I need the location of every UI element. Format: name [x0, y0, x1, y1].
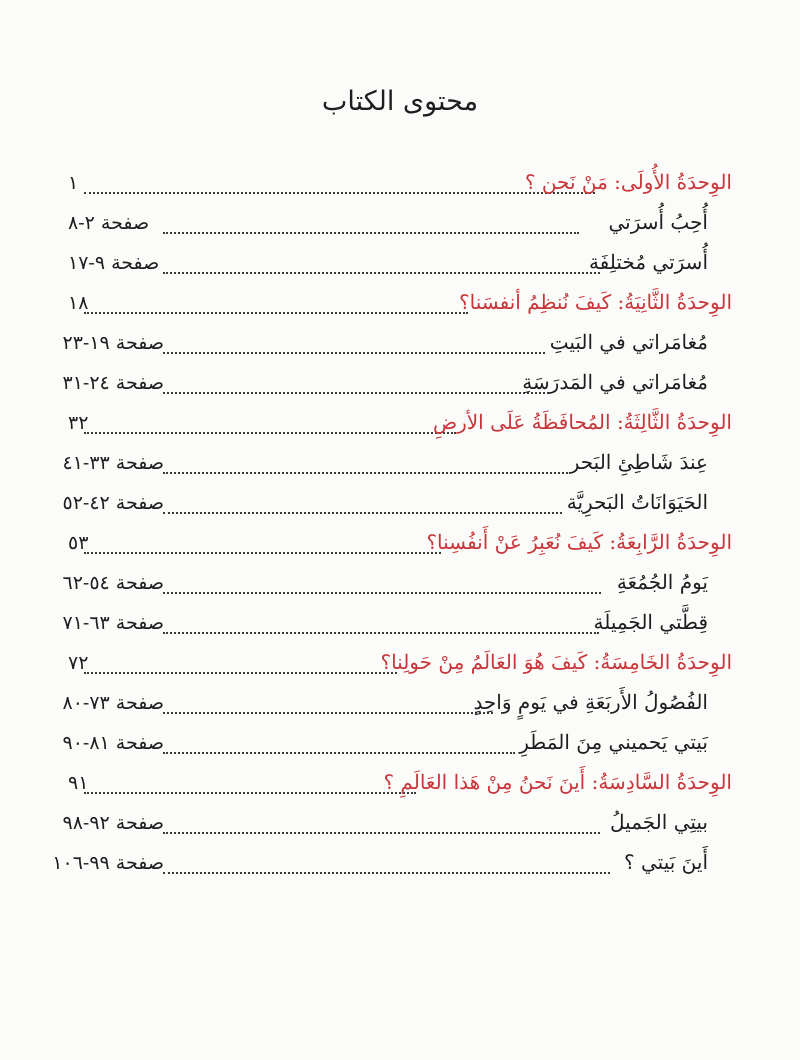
toc-lesson-title: أَينَ بَيتي ؟ [624, 850, 708, 874]
toc-unit-row [0, 168, 800, 208]
dot-leader [163, 472, 568, 474]
toc-lesson-title: أُسرَتي مُختلِفَة [588, 250, 708, 274]
toc-unit-row [0, 288, 800, 328]
toc-page-number: صفحة ٩٩-١٠٦ [52, 852, 164, 874]
toc-page-number: ٩١ [68, 772, 89, 794]
dot-leader [84, 192, 595, 194]
toc-page-number: ٥٣ [68, 532, 89, 554]
toc-lesson-title: الفُصُولُ الأَربَعَةِ في يَومٍ وَاحِدٍ [473, 690, 708, 714]
toc-unit-title: الوِحدَةُ الخَامِسَةُ: كَيفَ هُوَ العَالَمُ مِنْ حَولِنا؟ [380, 650, 732, 674]
toc-page-number: صفحة ١٩-٢٣ [62, 332, 164, 354]
toc-unit-title: الوِحدَةُ السَّادِسَةُ: أَينَ نَحنُ مِنْ هَذا العَالَمِ ؟ [383, 770, 732, 794]
toc-lesson-title: عِندَ شَاطِئِ البَحر [569, 450, 708, 474]
toc-page-number: ٧٢ [68, 652, 89, 674]
toc-unit-title: الوِحدَةُ الثَّالِثَةُ: المُحافَظَةُ عَلَى الأرضِ [432, 410, 732, 434]
toc-lesson-title: بيتِي الجَميلُ [610, 810, 708, 834]
toc-lesson-row [0, 208, 800, 248]
page-title: محتوى الكتاب [321, 86, 479, 117]
toc-page-number: ٣٢ [68, 412, 89, 434]
dot-leader [163, 512, 562, 514]
toc-page-number: صفحة ٤٢-٥٢ [62, 492, 164, 514]
toc-lesson-row [0, 448, 800, 488]
dot-leader [163, 872, 610, 874]
dot-leader [163, 592, 601, 594]
toc-unit-row [0, 648, 800, 688]
dot-leader [163, 352, 545, 354]
dot-leader [163, 272, 600, 274]
toc-lesson-title: مُغامَراتي في المَدرَسَةِ [522, 370, 708, 394]
dot-leader [163, 232, 579, 234]
dot-leader [163, 392, 549, 394]
toc-page-number: صفحة ٩-١٧ [68, 252, 160, 274]
dot-leader [84, 312, 468, 314]
dot-leader [163, 712, 493, 714]
toc-page-number: ١ [68, 172, 79, 194]
toc-page-number: ١٨ [68, 292, 89, 314]
toc-page-number: صفحة ٣٣-٤١ [62, 452, 164, 474]
toc-page-number: صفحة ٢-٨ [68, 212, 150, 234]
toc-lesson-row [0, 808, 800, 848]
toc-lesson-row [0, 568, 800, 608]
dot-leader [84, 792, 416, 794]
table-of-contents [0, 168, 800, 888]
dot-leader [84, 552, 441, 554]
toc-lesson-row [0, 608, 800, 648]
toc-lesson-row [0, 328, 800, 368]
toc-unit-title: الوِحدَةُ الأُولَى: مَنْ نَحن ؟ [524, 170, 732, 194]
toc-unit-row [0, 768, 800, 808]
toc-lesson-row [0, 728, 800, 768]
toc-lesson-title: مُغامَراتي في البَيتِ [549, 330, 708, 354]
toc-lesson-title: يَومُ الجُمُعَةِ [616, 570, 708, 594]
toc-lesson-title: قِطَّتي الجَمِيلَة [593, 610, 708, 634]
dot-leader [84, 432, 456, 434]
toc-lesson-row [0, 248, 800, 288]
toc-lesson-title: بَيتي يَحميني مِنَ المَطَرِ [519, 730, 708, 754]
toc-page-number: صفحة ٥٤-٦٢ [62, 572, 164, 594]
toc-page-number: صفحة ٨١-٩٠ [62, 732, 164, 754]
toc-unit-title: الوِحدَةُ الرَّابِعَةُ: كَيفَ نُعَبِرُ عَنْ أَنفُسِنا؟ [426, 530, 732, 554]
toc-lesson-title: أُحِبُ أُسرَتي [608, 210, 708, 234]
toc-lesson-row [0, 368, 800, 408]
dot-leader [84, 672, 397, 674]
toc-page-number: صفحة ٦٣-٧١ [62, 612, 164, 634]
toc-lesson-title: الحَيَوَانَاتُ البَحرِيَّة [566, 490, 708, 514]
toc-page-number: صفحة ٢٤-٣١ [62, 372, 164, 394]
dot-leader [163, 752, 515, 754]
toc-page-number: صفحة ٧٣-٨٠ [62, 692, 164, 714]
toc-unit-row [0, 408, 800, 448]
toc-unit-title: الوِحدَةُ الثَّانِيَةُ: كَيفَ نُنظِمُ أنفسَنا؟ [459, 290, 732, 314]
toc-lesson-row [0, 688, 800, 728]
toc-lesson-row [0, 488, 800, 528]
toc-page-number: صفحة ٩٢-٩٨ [62, 812, 164, 834]
toc-unit-row [0, 528, 800, 568]
toc-lesson-row [0, 848, 800, 888]
dot-leader [163, 632, 599, 634]
dot-leader [163, 832, 600, 834]
